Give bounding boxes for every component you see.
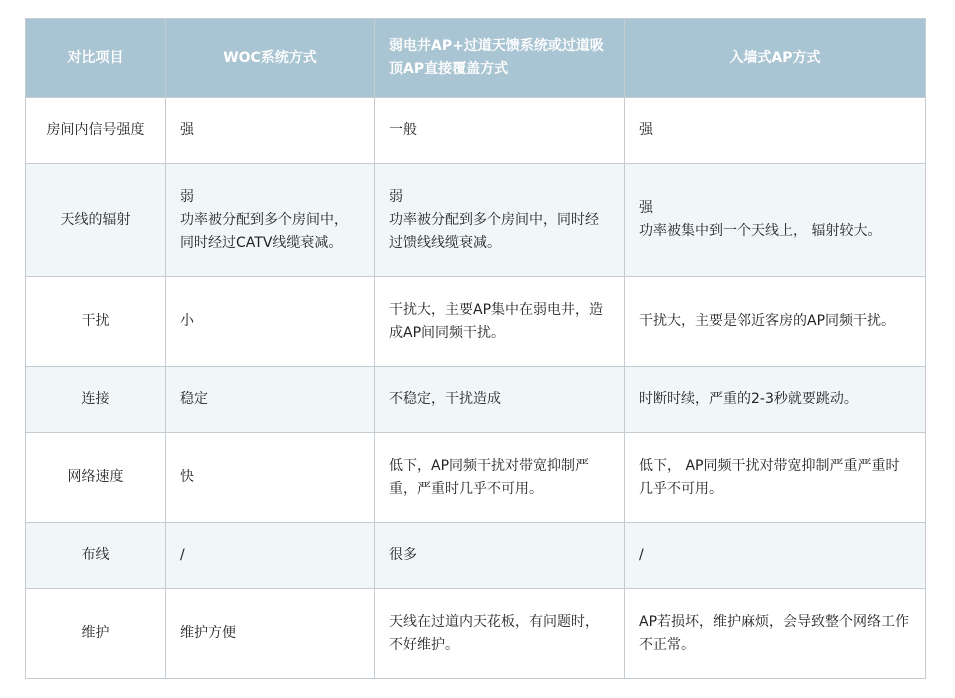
cell-woc: / <box>166 523 375 589</box>
cell-wall-ap: 低下， AP同频干扰对带宽抑制严重严重时几乎不可用。 <box>625 433 926 523</box>
cell-ceiling-ap: 干扰大，主要AP集中在弱电井，造成AP间同频干扰。 <box>375 277 625 367</box>
cell-item: 维护 <box>26 589 166 679</box>
cell-ceiling-ap: 弱 功率被分配到多个房间中，同时经过馈线线缆衰减。 <box>375 164 625 277</box>
cell-woc: 快 <box>166 433 375 523</box>
table-row <box>26 523 926 589</box>
cell-wall-ap: 干扰大，主要是邻近客房的AP同频干扰。 <box>625 277 926 367</box>
table-row <box>26 589 926 679</box>
table-header <box>26 19 926 98</box>
cell-wall-ap: AP若损坏，维护麻烦，会导致整个网络工作不正常。 <box>625 589 926 679</box>
header-cell-ceiling-ap: 弱电井AP+过道天馈系统或过道吸顶AP直接覆盖方式 <box>375 19 625 98</box>
cell-item: 网络速度 <box>26 433 166 523</box>
cell-item: 连接 <box>26 367 166 433</box>
cell-wall-ap: 时断时续，严重的2-3秒就要跳动。 <box>625 367 926 433</box>
comparison-table <box>25 18 926 679</box>
cell-item: 房间内信号强度 <box>26 98 166 164</box>
cell-wall-ap: 强 <box>625 98 926 164</box>
header-cell-woc: WOC系统方式 <box>166 19 375 98</box>
cell-wall-ap: / <box>625 523 926 589</box>
cell-ceiling-ap: 很多 <box>375 523 625 589</box>
cell-item: 天线的辐射 <box>26 164 166 277</box>
header-row <box>26 19 926 98</box>
header-cell-item: 对比项目 <box>26 19 166 98</box>
cell-wall-ap: 强 功率被集中到一个天线上， 辐射较大。 <box>625 164 926 277</box>
table-row <box>26 164 926 277</box>
cell-ceiling-ap: 天线在过道内天花板，有问题时，不好维护。 <box>375 589 625 679</box>
cell-ceiling-ap: 不稳定，干扰造成 <box>375 367 625 433</box>
cell-woc: 稳定 <box>166 367 375 433</box>
cell-woc: 维护方便 <box>166 589 375 679</box>
cell-item: 布线 <box>26 523 166 589</box>
cell-woc: 弱 功率被分配到多个房间中，同时经过CATV线缆衰减。 <box>166 164 375 277</box>
table-row <box>26 433 926 523</box>
cell-woc: 小 <box>166 277 375 367</box>
header-cell-wall-ap: 入墙式AP方式 <box>625 19 926 98</box>
table-row <box>26 367 926 433</box>
cell-item: 干扰 <box>26 277 166 367</box>
cell-ceiling-ap: 低下，AP同频干扰对带宽抑制严重，严重时几乎不可用。 <box>375 433 625 523</box>
table-row <box>26 98 926 164</box>
table-body <box>26 98 926 679</box>
cell-ceiling-ap: 一般 <box>375 98 625 164</box>
table-row <box>26 277 926 367</box>
cell-woc: 强 <box>166 98 375 164</box>
